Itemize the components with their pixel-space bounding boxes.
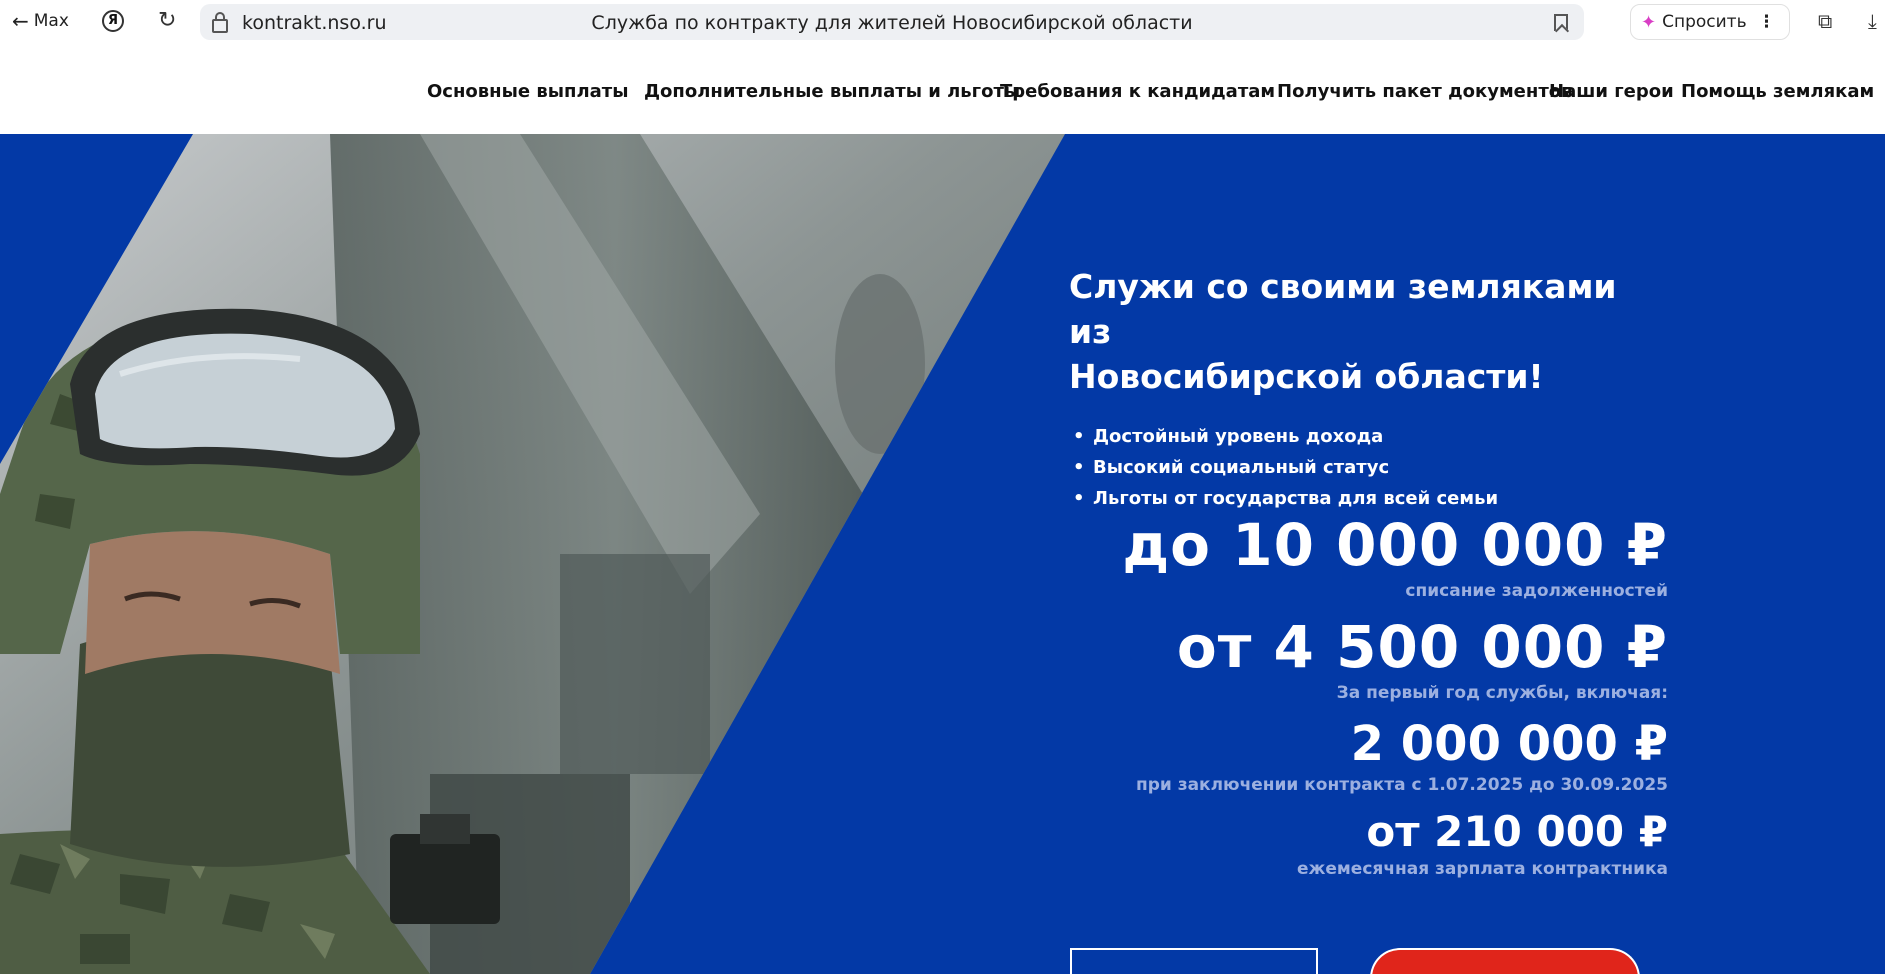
sparkle-icon: ✦	[1641, 11, 1657, 33]
amount-caption: ежемесячная зарплата контрактника	[1296, 859, 1668, 879]
payment-amounts	[968, 510, 1668, 890]
site-nav	[0, 46, 1885, 134]
bookmark-icon[interactable]	[1554, 14, 1568, 31]
amount-debt-writeoff: до 10 000 000 ₽	[1122, 511, 1668, 579]
list-item: • Льготы от государства для всей семьи	[1069, 483, 1669, 514]
secondary-cta-button[interactable]	[1070, 948, 1318, 974]
back-button[interactable]	[12, 11, 69, 31]
nav-item-main-payments[interactable]: Основные выплаты	[427, 81, 629, 102]
amount-first-year: от 4 500 000 ₽	[1176, 613, 1668, 681]
amount-caption: списание задолженностей	[1405, 581, 1668, 601]
hero-title-line-2: Новосибирской области!	[1069, 357, 1544, 396]
back-label: Max	[33, 11, 69, 31]
more-vertical-icon[interactable]: ⋮	[1758, 12, 1775, 32]
nav-item-heroes[interactable]: Наши герои	[1549, 81, 1674, 102]
download-icon[interactable]: ⤓	[1868, 9, 1877, 33]
amount-caption: За первый год службы, включая:	[1336, 683, 1668, 703]
amount-signing-bonus: 2 000 000 ₽	[1350, 716, 1668, 772]
nav-item-documents[interactable]: Получить пакет документов	[1277, 81, 1573, 102]
yandex-icon[interactable]: Я	[102, 10, 124, 32]
benefits-list	[1069, 421, 1669, 514]
ask-label: Спросить	[1662, 12, 1747, 32]
nav-item-help[interactable]: Помощь землякам	[1681, 81, 1875, 102]
url-domain: kontrakt.nso.ru	[242, 12, 387, 34]
amount-monthly-salary: от 210 000 ₽	[1366, 807, 1668, 856]
hero-section	[0, 134, 1885, 974]
nav-item-requirements[interactable]: Требования к кандидатам	[1000, 81, 1276, 102]
hero-title-line-1: Служи со своими земляками из	[1069, 267, 1617, 351]
amount-caption: при заключении контракта с 1.07.2025 до 30.09.2025	[1135, 775, 1668, 795]
hero-title	[1069, 264, 1669, 399]
ask-button[interactable]	[1630, 4, 1790, 40]
list-item: • Высокий социальный статус	[1069, 452, 1669, 483]
page-title: Служба по контракту для жителей Новосибирской области	[591, 12, 1193, 34]
extensions-icon[interactable]: ⧉	[1818, 9, 1833, 33]
arrow-left-icon: ←	[12, 9, 29, 33]
reload-icon[interactable]: ↻	[158, 8, 177, 33]
address-bar[interactable]	[200, 4, 1584, 40]
hero-text	[1069, 264, 1669, 514]
nav-item-extra-payments[interactable]: Дополнительные выплаты и льготы	[644, 81, 1021, 102]
browser-toolbar	[0, 0, 1885, 47]
list-item: • Достойный уровень дохода	[1069, 421, 1669, 452]
primary-cta-button[interactable]	[1370, 948, 1640, 974]
